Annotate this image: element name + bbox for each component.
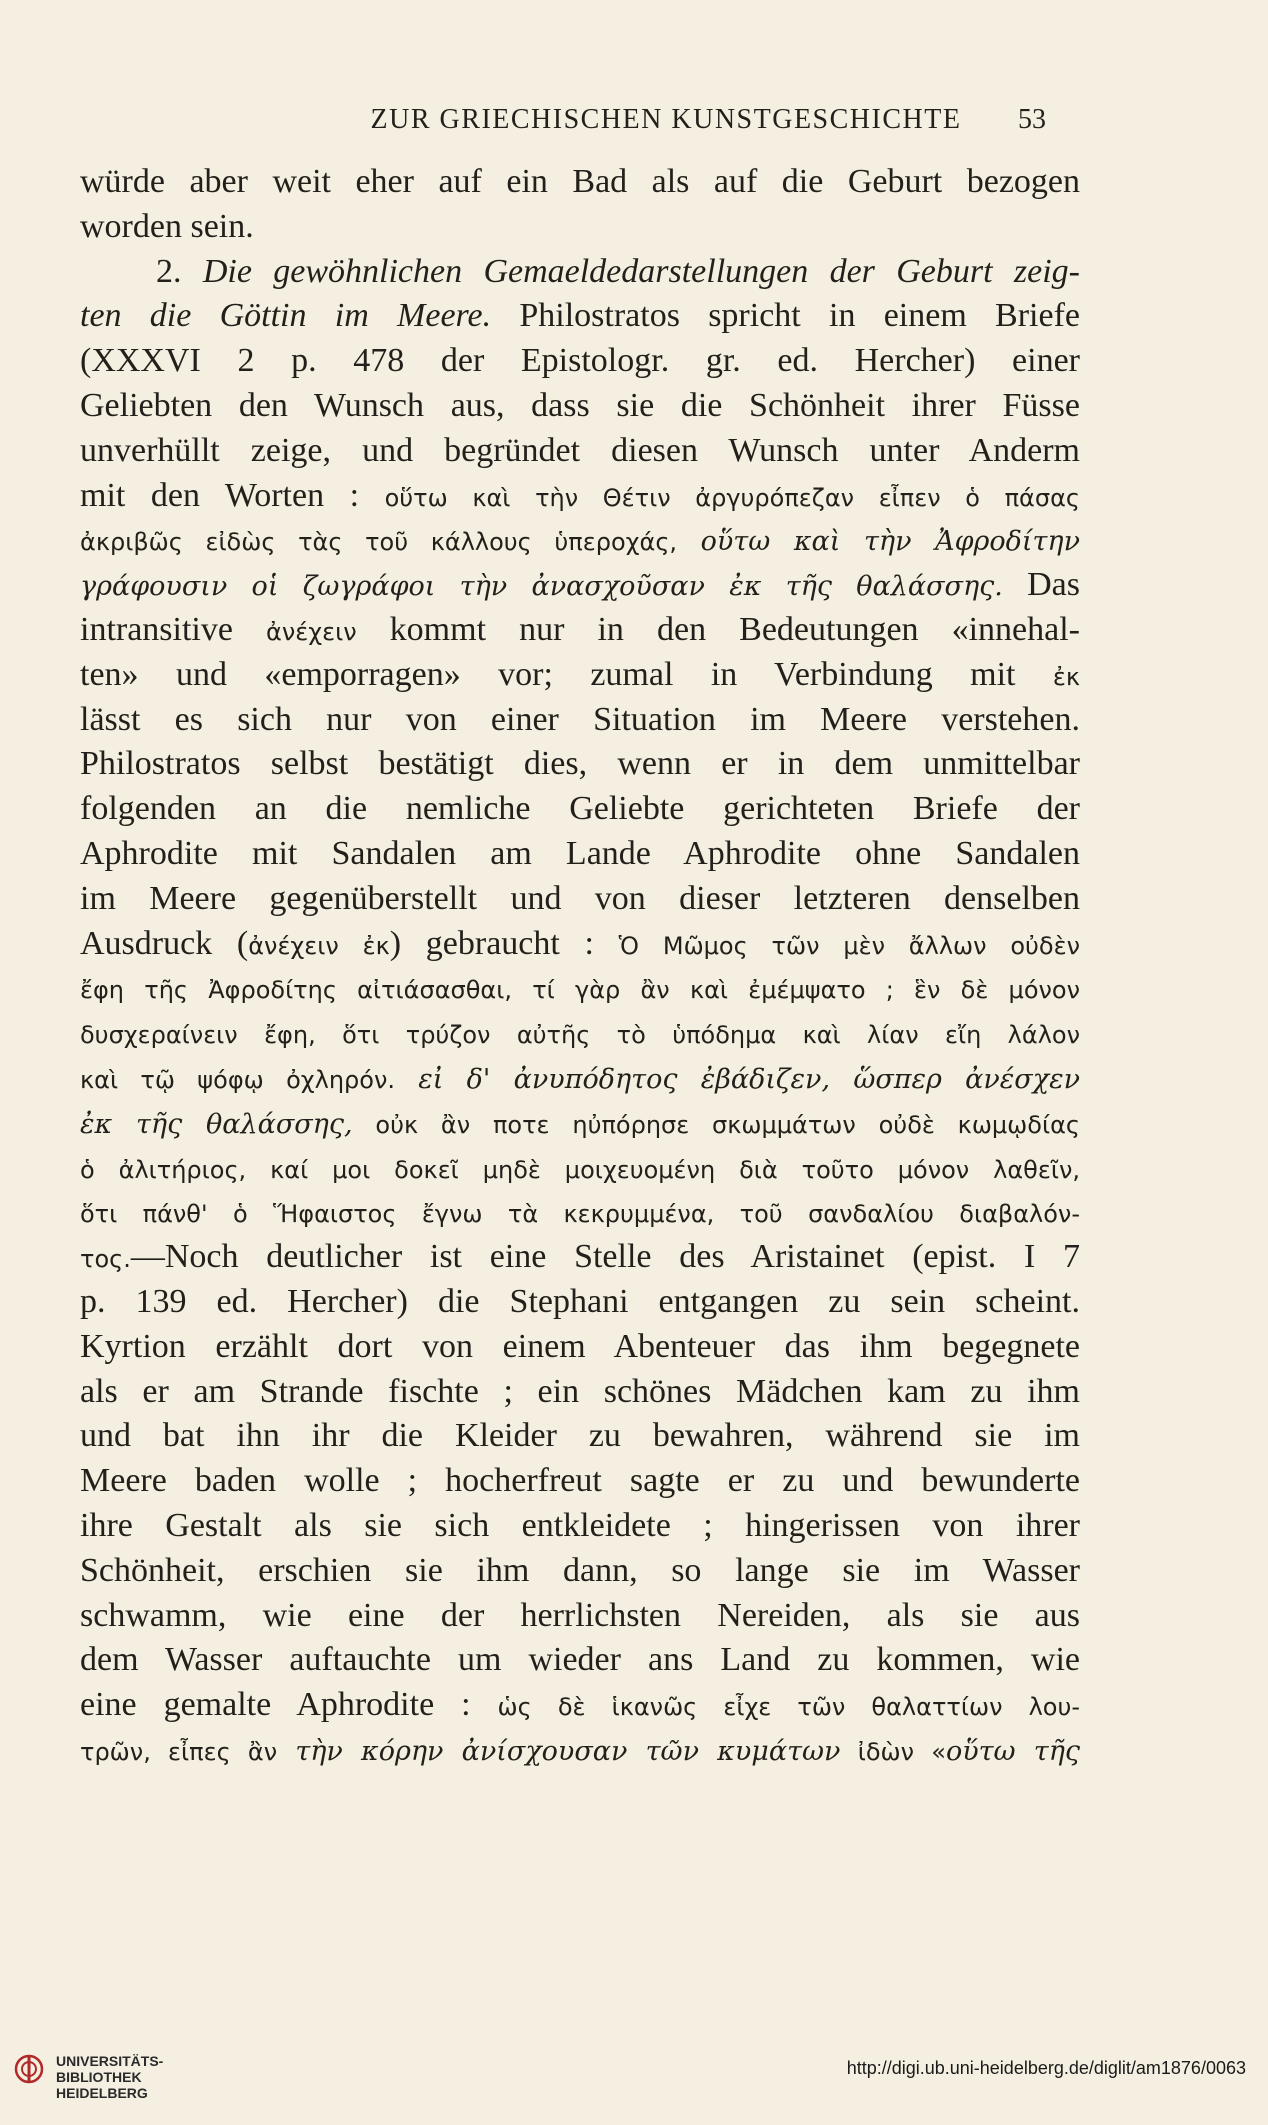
text-line bbox=[80, 742, 1080, 787]
text-line bbox=[80, 1146, 1080, 1191]
text-line bbox=[80, 1235, 1080, 1280]
running-title: ZUR GRIECHISCHEN KUNSTGESCHICHTE bbox=[370, 104, 962, 135]
library-seal-icon bbox=[14, 2054, 44, 2084]
text-span: eine gemalte Aphrodite : bbox=[80, 1686, 498, 1724]
text-line bbox=[80, 1414, 1080, 1459]
library-name-line: BIBLIOTHEK bbox=[56, 2069, 142, 2085]
text-span: ten» und «emporragen» vor; zumal in Verbindung mit bbox=[80, 655, 1053, 693]
text-line bbox=[80, 1370, 1080, 1415]
text-line bbox=[80, 1280, 1080, 1325]
greek-quote: ἐκ bbox=[1052, 662, 1080, 691]
text-span: unverhüllt zeige, und begründet diesen Wunsch unter Anderm bbox=[80, 431, 1080, 469]
text-line bbox=[80, 1728, 1080, 1773]
text-span: Philostratos spricht in einem Briefe bbox=[491, 297, 1080, 335]
text-span: und bat ihn ihr die Kleider zu bewahren, während sie im bbox=[80, 1417, 1080, 1455]
text-span: folgenden an die nemliche Geliebte gerichteten Briefe der bbox=[80, 790, 1080, 828]
text-line bbox=[80, 1190, 1080, 1235]
text-line bbox=[80, 877, 1080, 922]
greek-quote: οὕτω τῆς bbox=[945, 1735, 1080, 1767]
greek-quote: οὐκ ἂν ποτε ηὐπόρησε σκωμμάτων οὐδὲ κωμῳδίας bbox=[352, 1110, 1080, 1139]
greek-quote: ὁ ἀλιτήριος, καί μοι δοκεῖ μηδὲ μοιχευομένη διὰ τοῦτο μόνον λαθεῖν, bbox=[80, 1155, 1080, 1184]
text-line bbox=[80, 787, 1080, 832]
text-span: Philostratos selbst bestätigt dies, wenn er in dem unmittelbar bbox=[80, 745, 1080, 783]
text-span: im Meere gegenüberstellt und von dieser letzteren denselben bbox=[80, 879, 1080, 917]
text-span: Kyrtion erzählt dort von einem Abenteuer das ihm begegnete bbox=[80, 1327, 1080, 1365]
greek-quote: καὶ τῷ ψόφῳ ὀχληρόν. bbox=[80, 1065, 396, 1094]
text-span: (XXXVI 2 p. 478 der Epistologr. gr. ed. Hercher) einer bbox=[80, 342, 1080, 380]
text-span: lässt es sich nur von einer Situation im Meere verstehen. bbox=[80, 700, 1080, 738]
greek-quote: τος. bbox=[80, 1245, 131, 1274]
greek-quote: ἰδὼν « bbox=[840, 1737, 946, 1766]
page-number: 53 bbox=[1018, 104, 1046, 135]
text-span: Geliebten den Wunsch aus, dass sie die Schönheit ihrer Füsse bbox=[80, 386, 1080, 424]
text-span: schwamm, wie eine der herrlichsten Nereiden, als sie aus bbox=[80, 1596, 1080, 1634]
text-line bbox=[80, 1683, 1080, 1728]
text-line bbox=[80, 1056, 1080, 1101]
greek-quote: γράφουσιν οἱ ζωγράφοι τὴν ἀνασχοῦσαν ἐκ τῆς θαλάσσης. bbox=[80, 571, 1003, 603]
text-span: kommt nur in den Bedeutungen «innehal- bbox=[356, 610, 1080, 648]
text-line bbox=[80, 339, 1080, 384]
greek-quote: δυσχεραίνειν ἔφη, ὅτι τρύζον αὐτῆς τὸ ὑπόδημα καὶ λίαν εἴη λάλον bbox=[80, 1021, 1080, 1050]
greek-quote: ἔφη τῆς Ἀφροδίτης αἰτιάσασθαι, τί γὰρ ἂν καὶ ἐμέμψατο ; ἓν δὲ μόνον bbox=[80, 976, 1080, 1005]
text-line bbox=[80, 1594, 1080, 1639]
text-span: Schönheit, erschien sie ihm dann, so lange sie im Wasser bbox=[80, 1551, 1080, 1589]
greek-quote: εἰ δ' ἀνυπόδητος ἐβάδιζεν, ὥσπερ ἀνέσχεν bbox=[395, 1063, 1080, 1095]
text-span: intransitive bbox=[80, 610, 267, 648]
text-line bbox=[80, 474, 1080, 519]
text-line bbox=[80, 294, 1080, 339]
greek-quote: οὕτω καὶ τὴν Θέτιν ἀργυρόπεζαν εἶπεν ὁ πάσας bbox=[384, 483, 1080, 512]
text-span: dem Wasser auftauchte um wieder ans Land zu kommen, wie bbox=[80, 1641, 1080, 1679]
text-line bbox=[80, 653, 1080, 698]
italic-text: Die gewöhnlichen Gemaeldedarstellungen der Geburt zeig- bbox=[202, 252, 1080, 290]
text-line bbox=[80, 1549, 1080, 1594]
text-line bbox=[80, 1325, 1080, 1370]
greek-quote: ἀνέχειν bbox=[266, 617, 357, 646]
library-name-line: HEIDELBERG bbox=[56, 2085, 148, 2101]
text-line bbox=[80, 1638, 1080, 1683]
greek-quote: οὕτω καὶ τὴν Ἀφροδίτην bbox=[677, 526, 1080, 558]
text-line bbox=[80, 384, 1080, 429]
text-line bbox=[80, 922, 1080, 967]
text-span: würde aber weit eher auf ein Bad als auf die Geburt bezogen bbox=[80, 163, 1080, 200]
greek-quote: ἀνέχειν ἐκ bbox=[248, 931, 390, 960]
library-name-line: UNIVERSITÄTS- bbox=[56, 2053, 164, 2069]
text-line bbox=[80, 563, 1080, 608]
text-span: 2. bbox=[156, 252, 203, 290]
text-line bbox=[80, 205, 1080, 250]
greek-quote: ἀκριβῶς εἰδὼς τὰς τοῦ κάλλους ὑπεροχάς, bbox=[80, 528, 678, 557]
text-line bbox=[80, 518, 1080, 563]
source-url-link[interactable]: http://digi.ub.uni-heidelberg.de/diglit/am1876/0063 bbox=[846, 2058, 1246, 2078]
text-line bbox=[80, 966, 1080, 1011]
text-span: Das bbox=[1002, 566, 1080, 604]
text-span: mit den Worten : bbox=[80, 476, 385, 514]
text-span: Meere baden wolle ; hocherfreut sagte er zu und bewunderte bbox=[80, 1462, 1080, 1500]
text-line bbox=[80, 698, 1080, 743]
greek-quote: τρῶν, εἶπες ἂν bbox=[80, 1737, 278, 1766]
text-line bbox=[80, 608, 1080, 653]
text-span: p. 139 ed. Hercher) die Stephani entgangen zu sein scheint. bbox=[80, 1282, 1080, 1320]
text-span: —Noch deutlicher ist eine Stelle des Aristainet (epist. I 7 bbox=[130, 1238, 1080, 1276]
body-text bbox=[80, 160, 1080, 1773]
library-name bbox=[56, 2053, 163, 2101]
text-span: worden sein. bbox=[80, 207, 254, 245]
text-line bbox=[80, 1504, 1080, 1549]
text-span: als er am Strande fischte ; ein schönes Mädchen kam zu ihm bbox=[80, 1372, 1080, 1410]
greek-quote: ὡς δὲ ἱκανῶς εἶχε τῶν θαλαττίων λου- bbox=[497, 1693, 1080, 1722]
greek-quote: ὅτι πάνθ' ὁ Ἥφαιστος ἔγνω τὰ κεκρυμμένα, τοῦ σανδαλίου διαβαλόν- bbox=[80, 1200, 1080, 1229]
text-span: Aphrodite mit Sandalen am Lande Aphrodite ohne Sandalen bbox=[80, 834, 1080, 872]
greek-quote: τὴν κόρην ἀνίσχουσαν τῶν κυμάτων bbox=[277, 1735, 841, 1767]
text-span: ) gebraucht : bbox=[389, 924, 619, 962]
greek-quote: ἐκ τῆς θαλάσσης, bbox=[80, 1108, 353, 1140]
text-line bbox=[80, 1459, 1080, 1504]
text-span: ihre Gestalt als sie sich entkleidete ; hingerissen von ihrer bbox=[80, 1506, 1080, 1544]
italic-text: ten die Göttin im Meere. bbox=[80, 297, 492, 335]
text-span: Ausdruck ( bbox=[80, 924, 249, 962]
text-line bbox=[80, 1101, 1080, 1146]
text-line bbox=[80, 160, 1080, 205]
text-line bbox=[80, 1011, 1080, 1056]
text-line bbox=[80, 832, 1080, 877]
text-line bbox=[80, 429, 1080, 474]
greek-quote: Ὁ Μῶμος τῶν μὲν ἄλλων οὐδὲν bbox=[618, 931, 1080, 960]
text-line bbox=[80, 250, 1080, 295]
